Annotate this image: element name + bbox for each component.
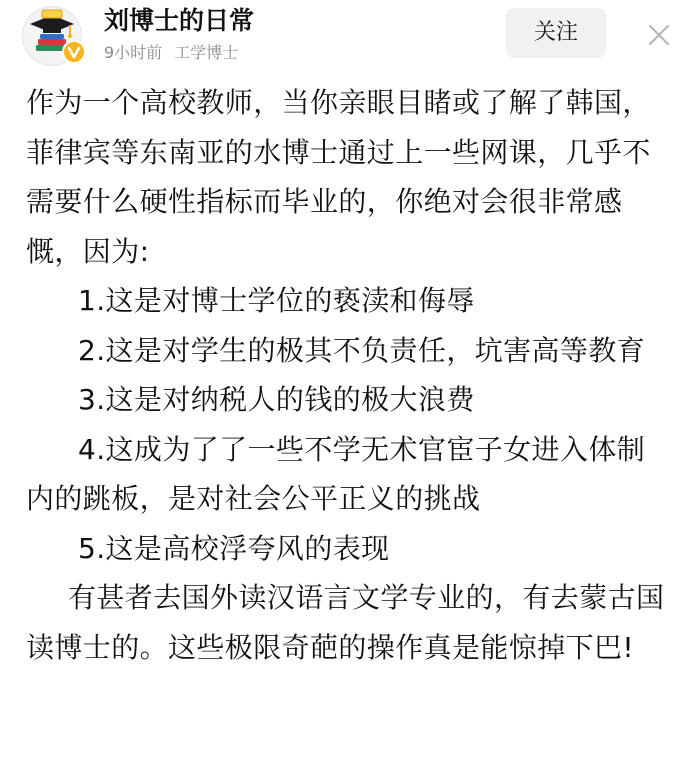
verified-v-icon: [62, 40, 86, 64]
list-item: 5.这是高校浮夸风的表现: [78, 531, 390, 565]
post-meta: [104, 42, 238, 64]
post-paragraph-intro: 作为一个高校教师，当你亲眼目睹或了解了韩国，菲律宾等东南亚的水博士通过上一些网课，几乎不需要什么硬性指标而毕业的，你绝对会很非常感慨，因为:: [26, 86, 651, 268]
author-name[interactable]: 刘博士的日常: [104, 6, 255, 35]
list-item: 4.这成为了了一些不学无术官宦子女进入体制内的跳板，是对社会公平正义的挑战: [26, 432, 646, 515]
close-icon[interactable]: [646, 22, 672, 48]
author-subtitle: 工学博士: [174, 43, 239, 62]
list-item: 2.这是对学生的极其不负责任，坑害高等教育: [78, 333, 646, 367]
post-header: [0, 0, 682, 72]
follow-button[interactable]: 关注: [506, 8, 606, 58]
list-item: 3.这是对纳税人的钱的极大浪费: [78, 383, 475, 416]
post-body: [26, 78, 672, 672]
list-item: 1.这是对博士学位的亵渎和侮辱: [78, 284, 475, 317]
post-paragraph-closing: 有甚者去国外读汉语言文学专业的，有去蒙古国读博士的。这些极限奇葩的操作真是能惊掉下巴!: [26, 581, 665, 664]
post-time: 9小时前: [104, 43, 163, 62]
